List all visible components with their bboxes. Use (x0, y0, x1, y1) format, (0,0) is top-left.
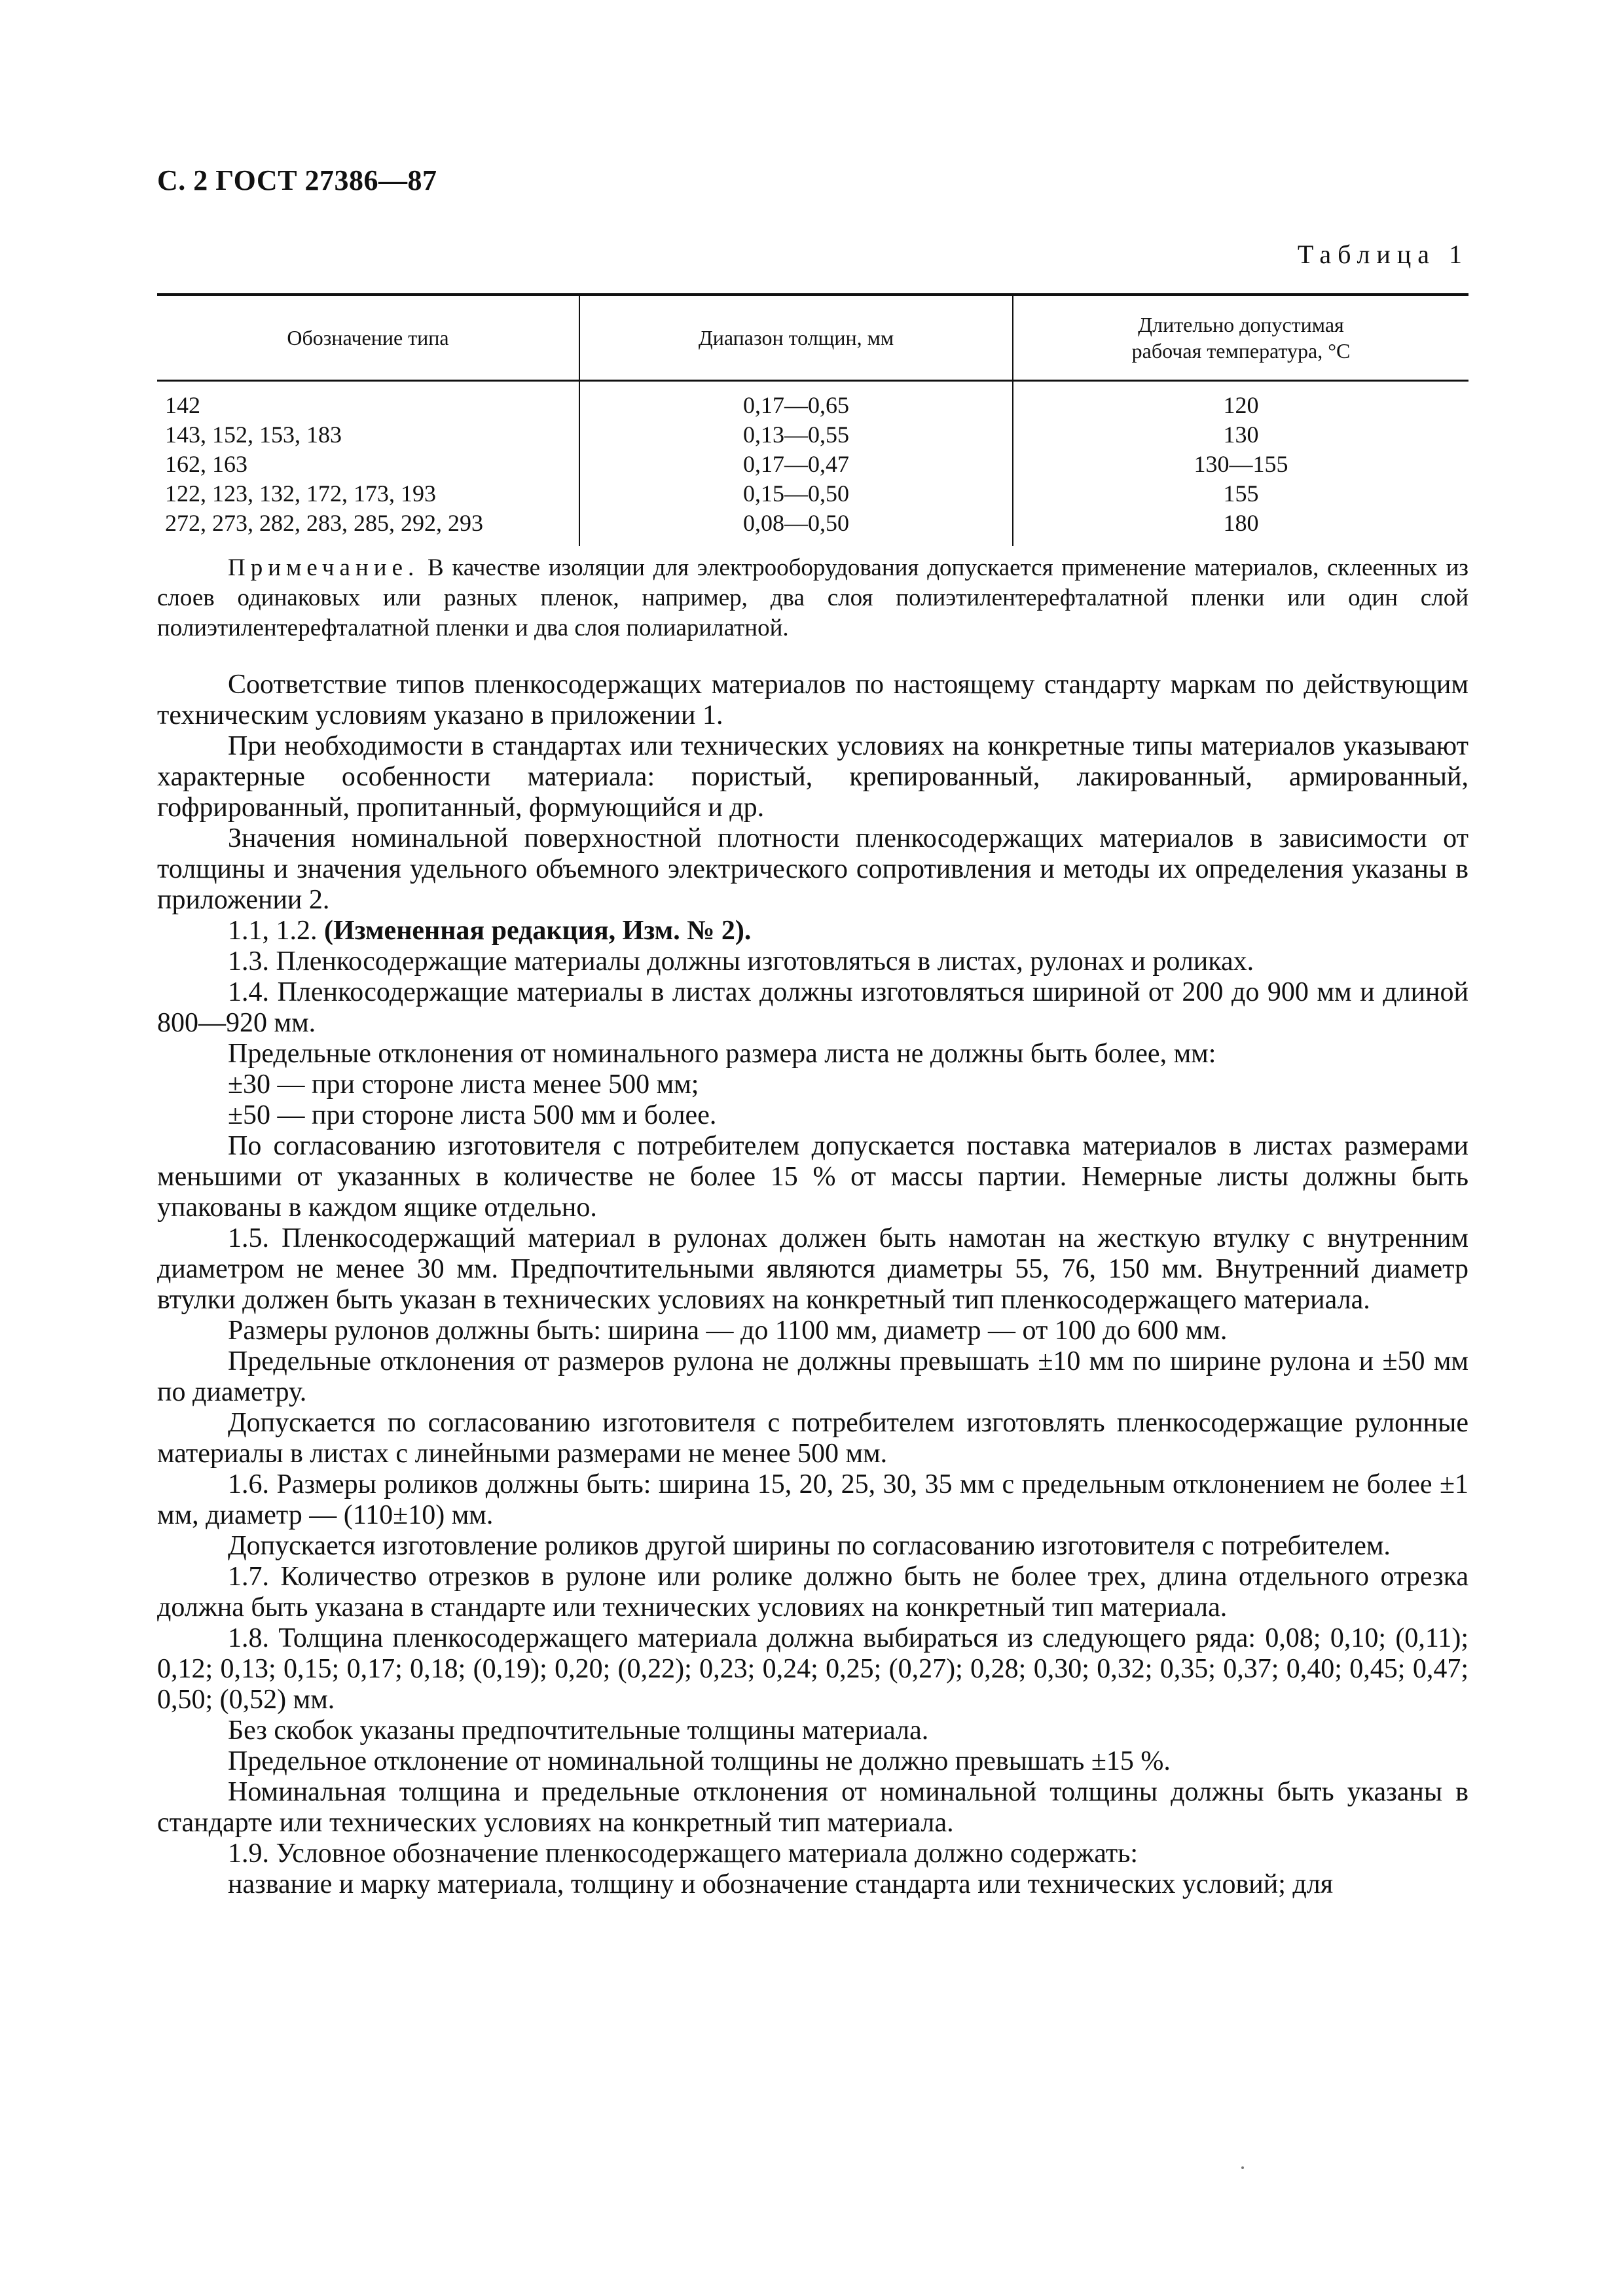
note-label: Примечание. (228, 554, 420, 581)
note-text: В качестве изоляции для электрооборудования допускается применение материалов, склеенных из слоев одинаковых или разных пленок, например, два слоя полиэтилентерефталатной пленки или один слой полиэтилентерефталатной пленки и два слоя полиарилатной. (157, 554, 1468, 641)
paragraph: ±30 — при стороне листа менее 500 мм; (228, 1069, 699, 1100)
paragraph: Значения номинальной поверхностной плотности пленкосодержащих материалов в зависимости от толщины и значения удельного объемного электрического сопротивления и методы их определения указаны в приложении 2. (157, 823, 1468, 915)
cell-temperature: 180 (1223, 510, 1259, 536)
cell-type: 272, 273, 282, 283, 285, 292, 293 (165, 510, 483, 536)
paragraph: Размеры рулонов должны быть: ширина — до 1100 мм, диаметр — от 100 до 600 мм. (228, 1316, 1228, 1346)
cell-temperature: 155 (1223, 480, 1259, 507)
cell-temperature: 130—155 (1194, 451, 1288, 477)
amendment-clauses: 1.1, 1.2. (228, 916, 318, 946)
paragraph: По согласованию изготовителя с потребителем допускается поставка материалов в листах размерами меньшими от указанных в количестве не более 15 % от массы партии. Немерные листы должны быть упакованы в каждом ящике отдельно. (157, 1131, 1468, 1223)
cell-type-list (157, 381, 579, 547)
cell-temperature: 130 (1223, 422, 1259, 448)
paragraph: Допускается изготовление роликов другой ширины по согласованию изготовителя с потребителем. (228, 1531, 1391, 1561)
scan-speck (1241, 2166, 1244, 2169)
paragraph: 1.5. Пленкосодержащий материал в рулонах должен быть намотан на жесткую втулку с внутренним диаметром не менее 30 мм. Предпочтительными являются диаметры 55, 76, 150 мм. Внутренний диаметр втулки должен быть указан в технических условиях на конкретный тип пленкосодержащего материала. (157, 1223, 1468, 1315)
paragraph: 1.9. Условное обозначение пленкосодержащего материала должно содержать: (228, 1839, 1139, 1869)
table-caption: Таблица 1 (1297, 240, 1468, 269)
spec-table-container (157, 293, 1468, 546)
cell-thickness: 0,15—0,50 (743, 480, 849, 507)
table-row (157, 381, 1468, 547)
cell-type: 122, 123, 132, 172, 173, 193 (165, 480, 436, 507)
column-header-type: Обозначение типа (157, 295, 579, 381)
cell-thickness-list (579, 381, 1013, 547)
cell-thickness: 0,13—0,55 (743, 422, 849, 448)
paragraph: название и марку материала, толщину и обозначение стандарта или технических условий; для (228, 1869, 1334, 1899)
paragraph: 1.6. Размеры роликов должны быть: ширина 15, 20, 25, 30, 35 мм с предельным отклонением не более ±1 мм, диаметр — (110±10) мм. (157, 1469, 1468, 1530)
spec-table (157, 293, 1468, 546)
cell-temperature-list (1013, 381, 1468, 547)
paragraph: 1.8. Толщина пленкосодержащего материала должна выбираться из следующего ряда: 0,08; 0,10; (0,11); 0,12; 0,13; 0,15; 0,17; 0,18; (0,19); 0,20; (0,22); 0,23; 0,24; 0,25; (0,27); 0,28; 0,30; 0,32; 0,35; 0,37; 0,40; 0,45; 0,47; 0,50; (0,52) мм. (157, 1623, 1468, 1715)
paragraph: Допускается по согласованию изготовителя с потребителем изготовлять пленкосодержащие рулонные материалы в листах с линейными размерами не менее 500 мм. (157, 1408, 1468, 1469)
body-text (157, 670, 1468, 1900)
cell-thickness: 0,17—0,47 (743, 451, 849, 477)
paragraph: 1.7. Количество отрезков в рулоне или ролике должно быть не более трех, длина отдельного отрезка должна быть указана в стандарте или технических условиях на конкретный тип материала. (157, 1562, 1468, 1623)
cell-thickness: 0,08—0,50 (743, 510, 849, 536)
paragraph: Предельное отклонение от номинальной толщины не должно превышать ±15 %. (228, 1746, 1171, 1776)
paragraph: 1.3. Пленкосодержащие материалы должны изготовляться в листах, рулонах и роликах. (228, 946, 1254, 977)
cell-type: 142 (165, 392, 200, 418)
cell-thickness: 0,17—0,65 (743, 392, 849, 418)
paragraph: Предельные отклонения от размеров рулона не должны превышать ±10 мм по ширине рулона и ±50 мм по диаметру. (157, 1346, 1468, 1407)
table-note (157, 553, 1468, 643)
column-header-thickness: Диапазон толщин, мм (579, 295, 1013, 381)
cell-temperature: 120 (1223, 392, 1259, 418)
cell-type: 162, 163 (165, 451, 247, 477)
paragraph: Без скобок указаны предпочтительные толщины материала. (228, 1715, 929, 1746)
cell-type: 143, 152, 153, 183 (165, 422, 342, 448)
paragraph: При необходимости в стандартах или технических условиях на конкретные типы материалов указывают характерные особенности материала: пористый, крепированный, лакированный, армированный, гофрированный, пропитанный, формующийся и др. (157, 731, 1468, 823)
column-header-temperature: Длительно допустимая рабочая температура, °С (1013, 295, 1468, 381)
paragraph: ±50 — при стороне листа 500 мм и более. (228, 1100, 717, 1130)
paragraph-amendment (157, 916, 1468, 946)
table-header-row (157, 295, 1468, 381)
page-header: С. 2 ГОСТ 27386—87 (157, 164, 437, 196)
paragraph: 1.4. Пленкосодержащие материалы в листах должны изготовляться шириной от 200 до 900 мм и длиной 800—920 мм. (157, 977, 1468, 1038)
paragraph: Номинальная толщина и предельные отклонения от номинальной толщины должны быть указаны в стандарте или технических условиях на конкретный тип материала. (157, 1777, 1468, 1838)
amendment-reference: (Измененная редакция, Изм. № 2). (324, 916, 752, 946)
paragraph: Предельные отклонения от номинального размера листа не должны быть более, мм: (228, 1039, 1216, 1069)
paragraph: Соответствие типов пленкосодержащих материалов по настоящему стандарту маркам по действующим техническим условиям указано в приложении 1. (157, 670, 1468, 730)
note-paragraph (157, 553, 1468, 643)
